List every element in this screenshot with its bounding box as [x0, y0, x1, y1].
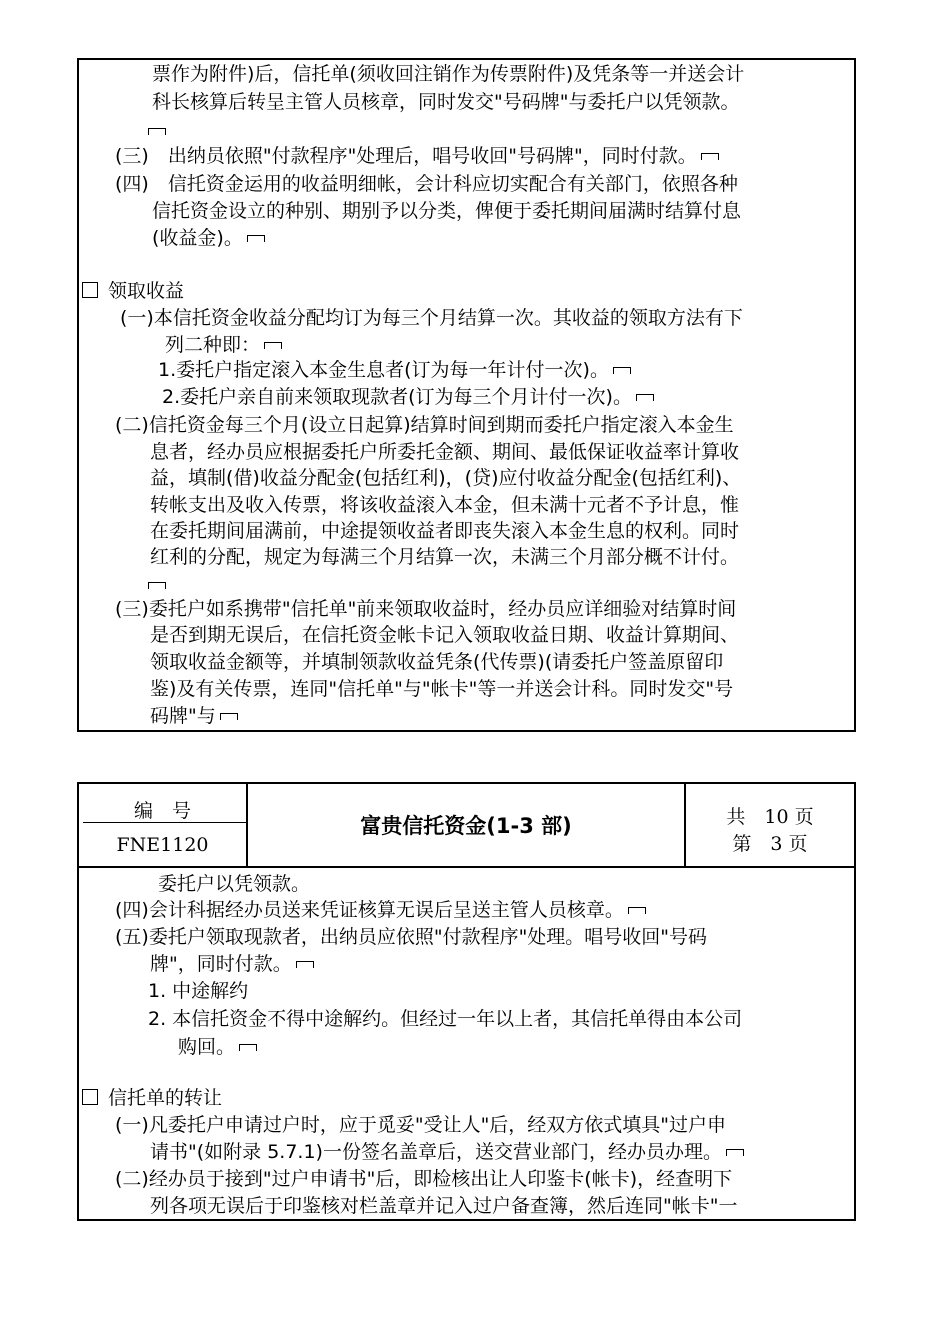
text-line: 是否到期无误后，在信托资金帐卡记入领取收益日期、收益计算期间、 [150, 624, 740, 646]
text-line: 科长核算后转呈主管人员核章，同时发交"号码牌"与委托户以凭领款。 [152, 91, 740, 113]
paragraph-mark-icon [613, 367, 631, 374]
text-line: 购回。 [178, 1036, 236, 1058]
text-line: 请书"(如附录 5.7.1)一份签名盖章后，送交营业部门，经办员办理。 [150, 1141, 722, 1163]
text-line: 息者，经办员应根据委托户所委托金额、期间、最低保证收益率计算收 [150, 441, 740, 463]
section-heading [82, 1085, 222, 1111]
list-item: 1. 中途解约 [148, 980, 249, 1002]
text-line: 委托户以凭领款。 [158, 873, 311, 895]
text-line: 红利的分配，规定为每满三个月结算一次，未满三个月部分概不计付。 [150, 546, 740, 568]
paragraph-mark-icon [247, 235, 265, 242]
page-info-cell [686, 784, 854, 866]
paragraph-mark-icon [148, 118, 166, 144]
text-line-wrap [150, 1139, 744, 1165]
text-line-wrap [115, 897, 646, 923]
text-line: 2.委托户亲自前来领取现款者(订为每三个月计付一次)。 [162, 386, 632, 408]
section-title: 信托单的转让 [108, 1087, 223, 1109]
current-page: 第 3 页 [732, 833, 808, 855]
text-line: 领取收益金额等，并填制领款收益凭条(代传票)(请委托户签盖原留印 [150, 651, 724, 673]
text-line: (四)会计科据经办员送来凭证核算无误后呈送主管人员核章。 [115, 899, 624, 921]
text-line: (一)凡委托户申请过户时，应于觅妥"受让人"后，经双方依式填具"过户申 [115, 1114, 727, 1136]
text-line: (三) 出纳员依照"付款程序"处理后，唱号收回"号码牌"，同时付款。 [115, 145, 697, 167]
paragraph-mark-icon [701, 153, 719, 160]
text-line: (二)经办员于接到"过户申请书"后，即检核出让人印鉴卡(帐卡)，经查明下 [115, 1168, 733, 1190]
text-line: 码牌"与 [150, 705, 216, 727]
paragraph-mark-icon [636, 394, 654, 401]
text-line: 益，填制(借)收益分配金(包括红利)，(贷)应付收益分配金(包括红利)、 [150, 467, 742, 489]
paragraph-mark-icon [220, 713, 238, 720]
paragraph-mark-icon [628, 907, 646, 914]
text-line-wrap [150, 951, 314, 977]
text-line: (五)委托户领取现款者，出纳员应依照"付款程序"处理。唱号收回"号码 [115, 926, 708, 948]
text-line: (一)本信托资金收益分配均订为每三个月结算一次。其收益的领取方法有下 [120, 307, 743, 329]
checkbox-square-icon [82, 282, 98, 298]
document-number-value: FNE1120 [116, 834, 209, 856]
paragraph-mark-icon [239, 1044, 257, 1051]
text-line: 列各项无误后于印鉴核对栏盖章并记入过户备查簿，然后连同"帐卡"一 [150, 1195, 738, 1217]
text-line: (二)信托资金每三个月(设立日起算)结算时间到期而委托户指定滚入本金生 [115, 414, 734, 436]
text-line-wrap [115, 143, 719, 169]
text-line-wrap [152, 225, 265, 251]
document-title-cell [248, 784, 686, 866]
text-line: (三)委托户如系携带"信托单"前来领取收益时，经办员应详细验对结算时间 [115, 598, 737, 620]
text-line: 列二种即： [165, 334, 261, 356]
text-line-wrap [150, 703, 238, 729]
paragraph-mark-icon [264, 342, 282, 349]
text-line: 鉴)及有关传票，连同"信托单"与"帐卡"等一并送会计科。同时发交"号 [150, 678, 734, 700]
text-line: 牌"，同时付款。 [150, 953, 292, 975]
section-title: 领取收益 [108, 280, 185, 302]
text-line: (收益金)。 [152, 227, 243, 249]
text-line: (四) 信托资金运用的收益明细帐，会计科应切实配合有关部门，依照各种 [115, 173, 738, 195]
text-line: 1.委托户指定滚入本金生息者(订为每一年计付一次)。 [158, 359, 609, 381]
text-line: 转帐支出及收入传票，将该收益滚入本金，但未满十元者不予计息，惟 [150, 494, 740, 516]
text-line: 票作为附件)后，信托单(须收回注销作为传票附件)及凭条等一并送会计 [152, 63, 745, 85]
text-line: 在委托期间届满前，中途提领收益者即丧失滚入本金生息的权利。同时 [150, 520, 740, 542]
total-pages: 共 10 页 [726, 806, 814, 828]
checkbox-square-icon [82, 1089, 98, 1105]
paragraph-mark-icon [148, 572, 166, 598]
list-item: 2. 本信托资金不得中途解约。但经过一年以上者，其信托单得由本公司 [148, 1008, 743, 1030]
text-line-wrap [162, 384, 654, 410]
paragraph-mark-icon [726, 1149, 744, 1156]
paragraph-mark-icon [296, 961, 314, 968]
text-line-wrap [178, 1034, 257, 1060]
document-number-label: 编 号 [133, 800, 191, 822]
document-title: 富贵信托资金(1-3 部) [360, 814, 572, 838]
text-line-wrap [158, 357, 631, 383]
cell-divider [83, 822, 246, 823]
section-heading [82, 278, 184, 304]
document-number-cell [79, 784, 248, 866]
text-line: 信托资金设立的种别、期别予以分类，俾便于委托期间届满时结算付息 [152, 200, 742, 222]
text-line-wrap [165, 332, 282, 358]
document-header-table [77, 782, 856, 868]
